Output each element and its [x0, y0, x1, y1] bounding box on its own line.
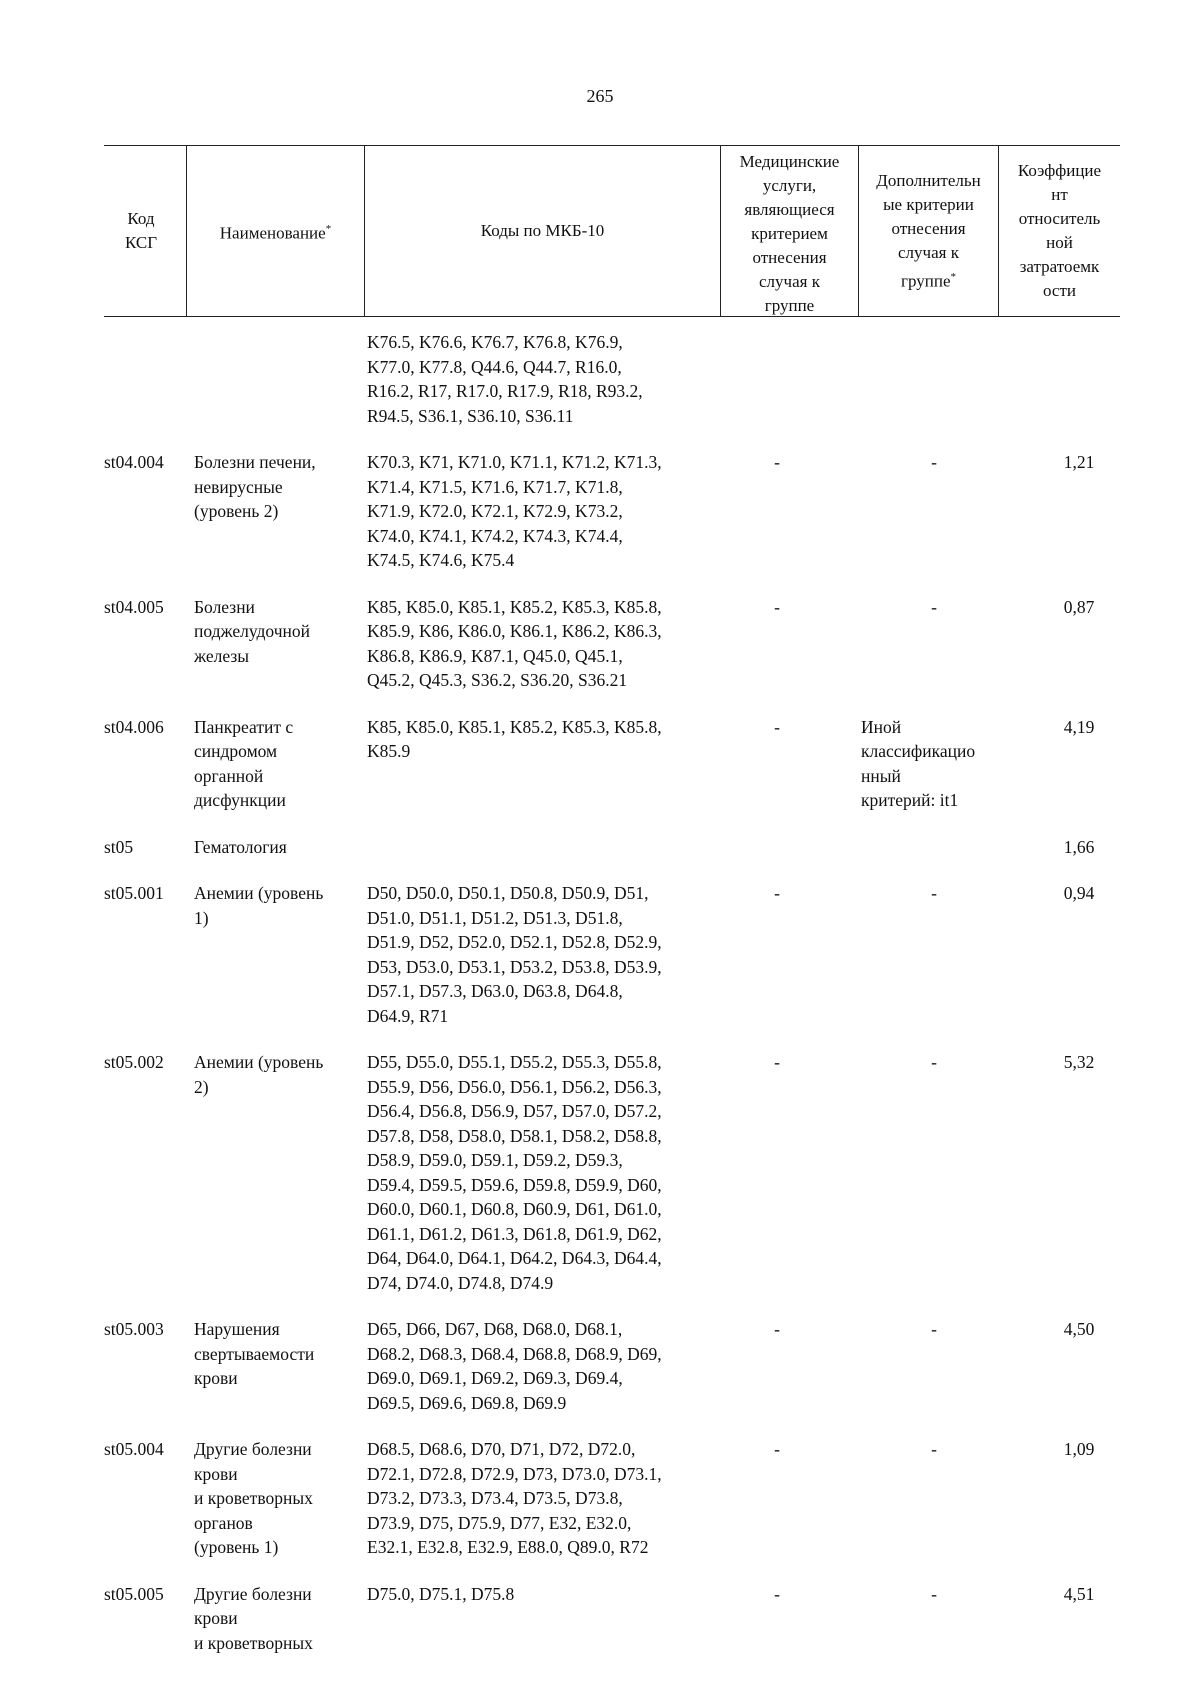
ksg-name-line: органной [194, 765, 264, 786]
additional-criteria-line: - [931, 1583, 937, 1604]
ksg-code: st05.004 [104, 1439, 164, 1459]
page-number: 265 [586, 86, 614, 106]
ksg-name-line: свертываемости [194, 1343, 315, 1364]
mkb-codes-line: D60.0, D60.1, D60.8, D60.9, D61, D61.0, [367, 1199, 662, 1219]
ksg-name [194, 1317, 346, 1391]
ksg-code: st04.006 [104, 716, 164, 737]
mkb-codes-line: D57.1, D57.3, D63.0, D63.8, D64.8, [367, 981, 623, 1001]
med-services-criterion: - [774, 716, 780, 737]
ksg-name [194, 881, 346, 930]
mkb-codes-line: D57.8, D58, D58.0, D58.1, D58.2, D58.8, [367, 1125, 662, 1146]
mkb-codes-line: K74.0, K74.1, K74.2, K74.3, K74.4, [367, 525, 623, 546]
header-coef-line: ной [1046, 233, 1073, 252]
additional-criteria-line: - [931, 596, 937, 617]
mkb-codes-line: K71.9, K72.0, K72.1, K72.9, K73.2, [367, 501, 623, 521]
mkb-codes [367, 715, 717, 764]
ksg-name-line: Другие болезни [194, 1439, 312, 1459]
header-med-line: критерием [751, 224, 828, 243]
ksg-code: st05 [104, 836, 134, 857]
mkb-codes-line: D64, D64.0, D64.1, D64.2, D64.3, D64.4, [367, 1248, 662, 1268]
mkb-codes-line: D64.9, R71 [367, 1005, 449, 1026]
additional-criteria [861, 715, 1011, 813]
med-services-criterion: - [774, 452, 780, 472]
mkb-codes-line: D74, D74.0, D74.8, D74.9 [367, 1272, 554, 1293]
ksg-name-line: органов [194, 1512, 253, 1533]
mkb-codes-line: K76.5, K76.6, K76.7, K76.8, K76.9, [367, 332, 623, 352]
ksg-name-line: Другие болезни [194, 1583, 312, 1604]
cost-coefficient: 4,50 [1063, 1319, 1095, 1339]
mkb-codes-line: D55.9, D56, D56.0, D56.1, D56.2, D56.3, [367, 1076, 662, 1097]
cost-coefficient: 4,19 [1063, 716, 1095, 737]
mkb-codes-line: K85.9 [367, 741, 411, 761]
med-services-criterion: - [774, 1052, 780, 1072]
mkb-codes-line: Q45.2, Q45.3, S36.2, S36.20, S36.21 [367, 670, 628, 690]
ksg-name-line: поджелудочной [194, 621, 311, 641]
cost-coefficient: 4,51 [1063, 1583, 1095, 1604]
table-row [104, 330, 1120, 428]
ksg-name-line: и кроветворных [194, 1632, 313, 1653]
header-code-line: КСГ [124, 233, 158, 252]
ksg-name [194, 1050, 346, 1099]
table-row [104, 1317, 1120, 1415]
mkb-codes [367, 450, 717, 573]
mkb-codes-line: K70.3, K71, K71.0, K71.1, K71.2, K71.3, [367, 452, 662, 472]
table-row [104, 715, 1120, 813]
table-row [104, 881, 1120, 1028]
header-coef-line: Коэффицие [1017, 161, 1102, 180]
mkb-codes-line: D55, D55.0, D55.1, D55.2, D55.3, D55.8, [367, 1052, 662, 1072]
header-coefficient [998, 146, 1120, 316]
additional-criteria-line: - [931, 883, 937, 903]
med-services-criterion: - [774, 596, 780, 617]
med-services-criterion: - [774, 1439, 780, 1459]
ksg-name-line: дисфункции [194, 790, 286, 810]
ksg-name-line: крови [194, 1608, 238, 1628]
mkb-codes [367, 1050, 717, 1295]
header-add-line: случая к [898, 242, 959, 262]
ksg-code: st05.003 [104, 1319, 164, 1339]
cost-coefficient: 0,87 [1063, 596, 1095, 617]
ksg-name-line: невирусные [194, 476, 283, 497]
table-row [104, 1050, 1120, 1295]
ksg-name-line: Анемии (уровень [194, 883, 324, 903]
mkb-codes-line: K74.5, K74.6, K75.4 [367, 550, 515, 570]
header-med-services [720, 146, 858, 316]
header-coef-line: ости [1042, 281, 1076, 300]
ksg-name [194, 1437, 346, 1560]
ksg-name [194, 450, 346, 524]
additional-criteria [924, 1582, 944, 1607]
med-services-criterion: - [774, 1319, 780, 1339]
additional-criteria [924, 450, 944, 475]
ksg-name-line: (уровень 1) [194, 1537, 279, 1557]
table-body [104, 330, 1120, 1677]
mkb-codes-line: D73.9, D75, D75.9, D77, E32, E32.0, [367, 1512, 632, 1533]
header-coef-line: относитель [1018, 209, 1101, 228]
ksg-code: st04.004 [104, 452, 164, 472]
additional-criteria [924, 595, 944, 620]
table-row [104, 450, 1120, 573]
header-med-line: случая к [759, 272, 820, 291]
header-name-mark: * [325, 222, 332, 235]
table-row [104, 835, 1120, 860]
mkb-codes-line: K85.9, K86, K86.0, K86.1, K86.2, K86.3, [367, 621, 662, 641]
mkb-codes-line: D51.9, D52, D52.0, D52.1, D52.8, D52.9, [367, 932, 662, 952]
mkb-codes-line: D68.5, D68.6, D70, D71, D72, D72.0, [367, 1439, 636, 1459]
additional-criteria-line: Иной [861, 716, 902, 737]
ksg-name-line: синдромом [194, 741, 278, 761]
mkb-codes [367, 595, 717, 693]
ksg-code: st05.005 [104, 1583, 164, 1604]
cost-coefficient: 1,09 [1063, 1439, 1095, 1459]
header-code [104, 146, 178, 316]
additional-criteria-line: классификацио [861, 741, 976, 761]
additional-criteria [924, 1317, 944, 1342]
ksg-name-line: Гематология [194, 836, 287, 857]
ksg-name-line: Болезни печени, [194, 452, 316, 472]
mkb-codes [367, 1437, 717, 1560]
mkb-codes-line: E32.1, E32.8, E32.9, E88.0, Q89.0, R72 [367, 1537, 649, 1557]
ksg-name-line: 1) [194, 907, 209, 928]
header-med-line: Медицинские [739, 152, 840, 171]
med-services-criterion: - [774, 883, 780, 903]
ksg-name-line: Анемии (уровень [194, 1052, 324, 1072]
cost-coefficient: 0,94 [1063, 883, 1095, 903]
mkb-codes-line: D61.1, D61.2, D61.3, D61.8, D61.9, D62, [367, 1223, 662, 1244]
mkb-codes-line: D72.1, D72.8, D72.9, D73, D73.0, D73.1, [367, 1463, 662, 1484]
header-add-line: Дополнительн [876, 170, 981, 190]
ksg-name-line: и кроветворных [194, 1488, 313, 1508]
mkb-codes-line: K86.8, K86.9, K87.1, Q45.0, Q45.1, [367, 645, 623, 666]
mkb-codes-line: D58.9, D59.0, D59.1, D59.2, D59.3, [367, 1150, 623, 1170]
additional-criteria-line: - [931, 452, 937, 472]
header-mkb-text: Коды по МКБ-10 [480, 221, 605, 240]
header-coef-line: нт [1051, 185, 1068, 204]
header-additional-criteria [858, 146, 998, 316]
cost-coefficient: 1,66 [1063, 836, 1095, 857]
table-header [104, 145, 1120, 317]
mkb-codes-line: D69.0, D69.1, D69.2, D69.3, D69.4, [367, 1368, 623, 1388]
mkb-codes-line: D53, D53.0, D53.1, D53.2, D53.8, D53.9, [367, 956, 662, 977]
header-add-line: ые критерии [883, 194, 974, 214]
mkb-codes-line: K71.4, K71.5, K71.6, K71.7, K71.8, [367, 476, 623, 497]
additional-criteria [924, 1437, 944, 1462]
mkb-codes-line: D65, D66, D67, D68, D68.0, D68.1, [367, 1319, 623, 1339]
ksg-code: st05.002 [104, 1052, 164, 1072]
header-med-line: являющиеся [744, 200, 835, 219]
additional-criteria-line: критерий: it1 [861, 790, 959, 810]
ksg-code: st04.005 [104, 596, 164, 617]
mkb-codes-line: K85, K85.0, K85.1, K85.2, K85.3, K85.8, [367, 716, 662, 737]
ksg-name-line: Панкреатит с [194, 716, 294, 737]
header-med-line: группе [764, 296, 815, 315]
ksg-name-line: Нарушения [194, 1319, 280, 1339]
header-name-text: Наименование [219, 223, 326, 243]
med-services-criterion: - [774, 1583, 780, 1604]
cost-coefficient: 1,21 [1063, 452, 1095, 472]
ksg-name-line: 2) [194, 1076, 209, 1097]
mkb-codes-line: K85, K85.0, K85.1, K85.2, K85.3, K85.8, [367, 596, 662, 617]
ksg-name-line: железы [194, 645, 250, 666]
mkb-codes-line: D56.4, D56.8, D56.9, D57, D57.0, D57.2, [367, 1101, 662, 1121]
mkb-codes-line: K77.0, K77.8, Q44.6, Q44.7, R16.0, [367, 356, 622, 377]
table-row [104, 1437, 1120, 1560]
mkb-codes [367, 881, 717, 1028]
mkb-codes [367, 1317, 717, 1415]
additional-criteria-line: нный [861, 765, 901, 786]
mkb-codes-line: D69.5, D69.6, D69.8, D69.9 [367, 1392, 567, 1413]
header-add-line: отнесения [891, 218, 966, 238]
mkb-codes-line: D73.2, D73.3, D73.4, D73.5, D73.8, [367, 1488, 623, 1508]
additional-criteria-line: - [931, 1439, 937, 1459]
additional-criteria-line: - [931, 1052, 937, 1072]
ksg-name [194, 715, 346, 813]
mkb-codes [367, 1582, 717, 1607]
mkb-codes-line: D51.0, D51.1, D51.2, D51.3, D51.8, [367, 907, 623, 928]
mkb-codes-line: D50, D50.0, D50.1, D50.8, D50.9, D51, [367, 883, 649, 903]
mkb-codes-line: D59.4, D59.5, D59.6, D59.8, D59.9, D60, [367, 1174, 662, 1195]
header-add-line-mark: * [950, 270, 956, 283]
header-mkb [364, 146, 720, 316]
mkb-codes [367, 330, 717, 428]
ksg-name [194, 595, 346, 669]
mkb-codes-line: D68.2, D68.3, D68.4, D68.8, D68.9, D69, [367, 1343, 662, 1364]
table-row [104, 595, 1120, 693]
table-row [104, 1582, 1120, 1656]
header-name [186, 146, 364, 316]
header-med-line: услуги, [762, 176, 817, 195]
header-add-line: группе [901, 271, 951, 291]
ksg-name-line: Болезни [194, 596, 255, 617]
ksg-name-line: крови [194, 1463, 238, 1484]
header-med-line: отнесения [752, 248, 827, 267]
additional-criteria [924, 1050, 944, 1075]
ksg-code: st05.001 [104, 883, 164, 903]
header-coef-line: затратоемк [1019, 257, 1100, 276]
mkb-codes-line: R94.5, S36.1, S36.10, S36.11 [367, 405, 574, 426]
ksg-name [194, 835, 346, 860]
ksg-name-line: крови [194, 1368, 238, 1388]
ksg-name [194, 1582, 346, 1656]
mkb-codes-line: D75.0, D75.1, D75.8 [367, 1583, 515, 1604]
cost-coefficient: 5,32 [1063, 1052, 1095, 1072]
mkb-codes-line: R16.2, R17, R17.0, R17.9, R18, R93.2, [367, 381, 643, 401]
ksg-name-line: (уровень 2) [194, 501, 279, 521]
header-code-line: Код [127, 209, 155, 228]
additional-criteria-line: - [931, 1319, 937, 1339]
additional-criteria [924, 881, 944, 906]
